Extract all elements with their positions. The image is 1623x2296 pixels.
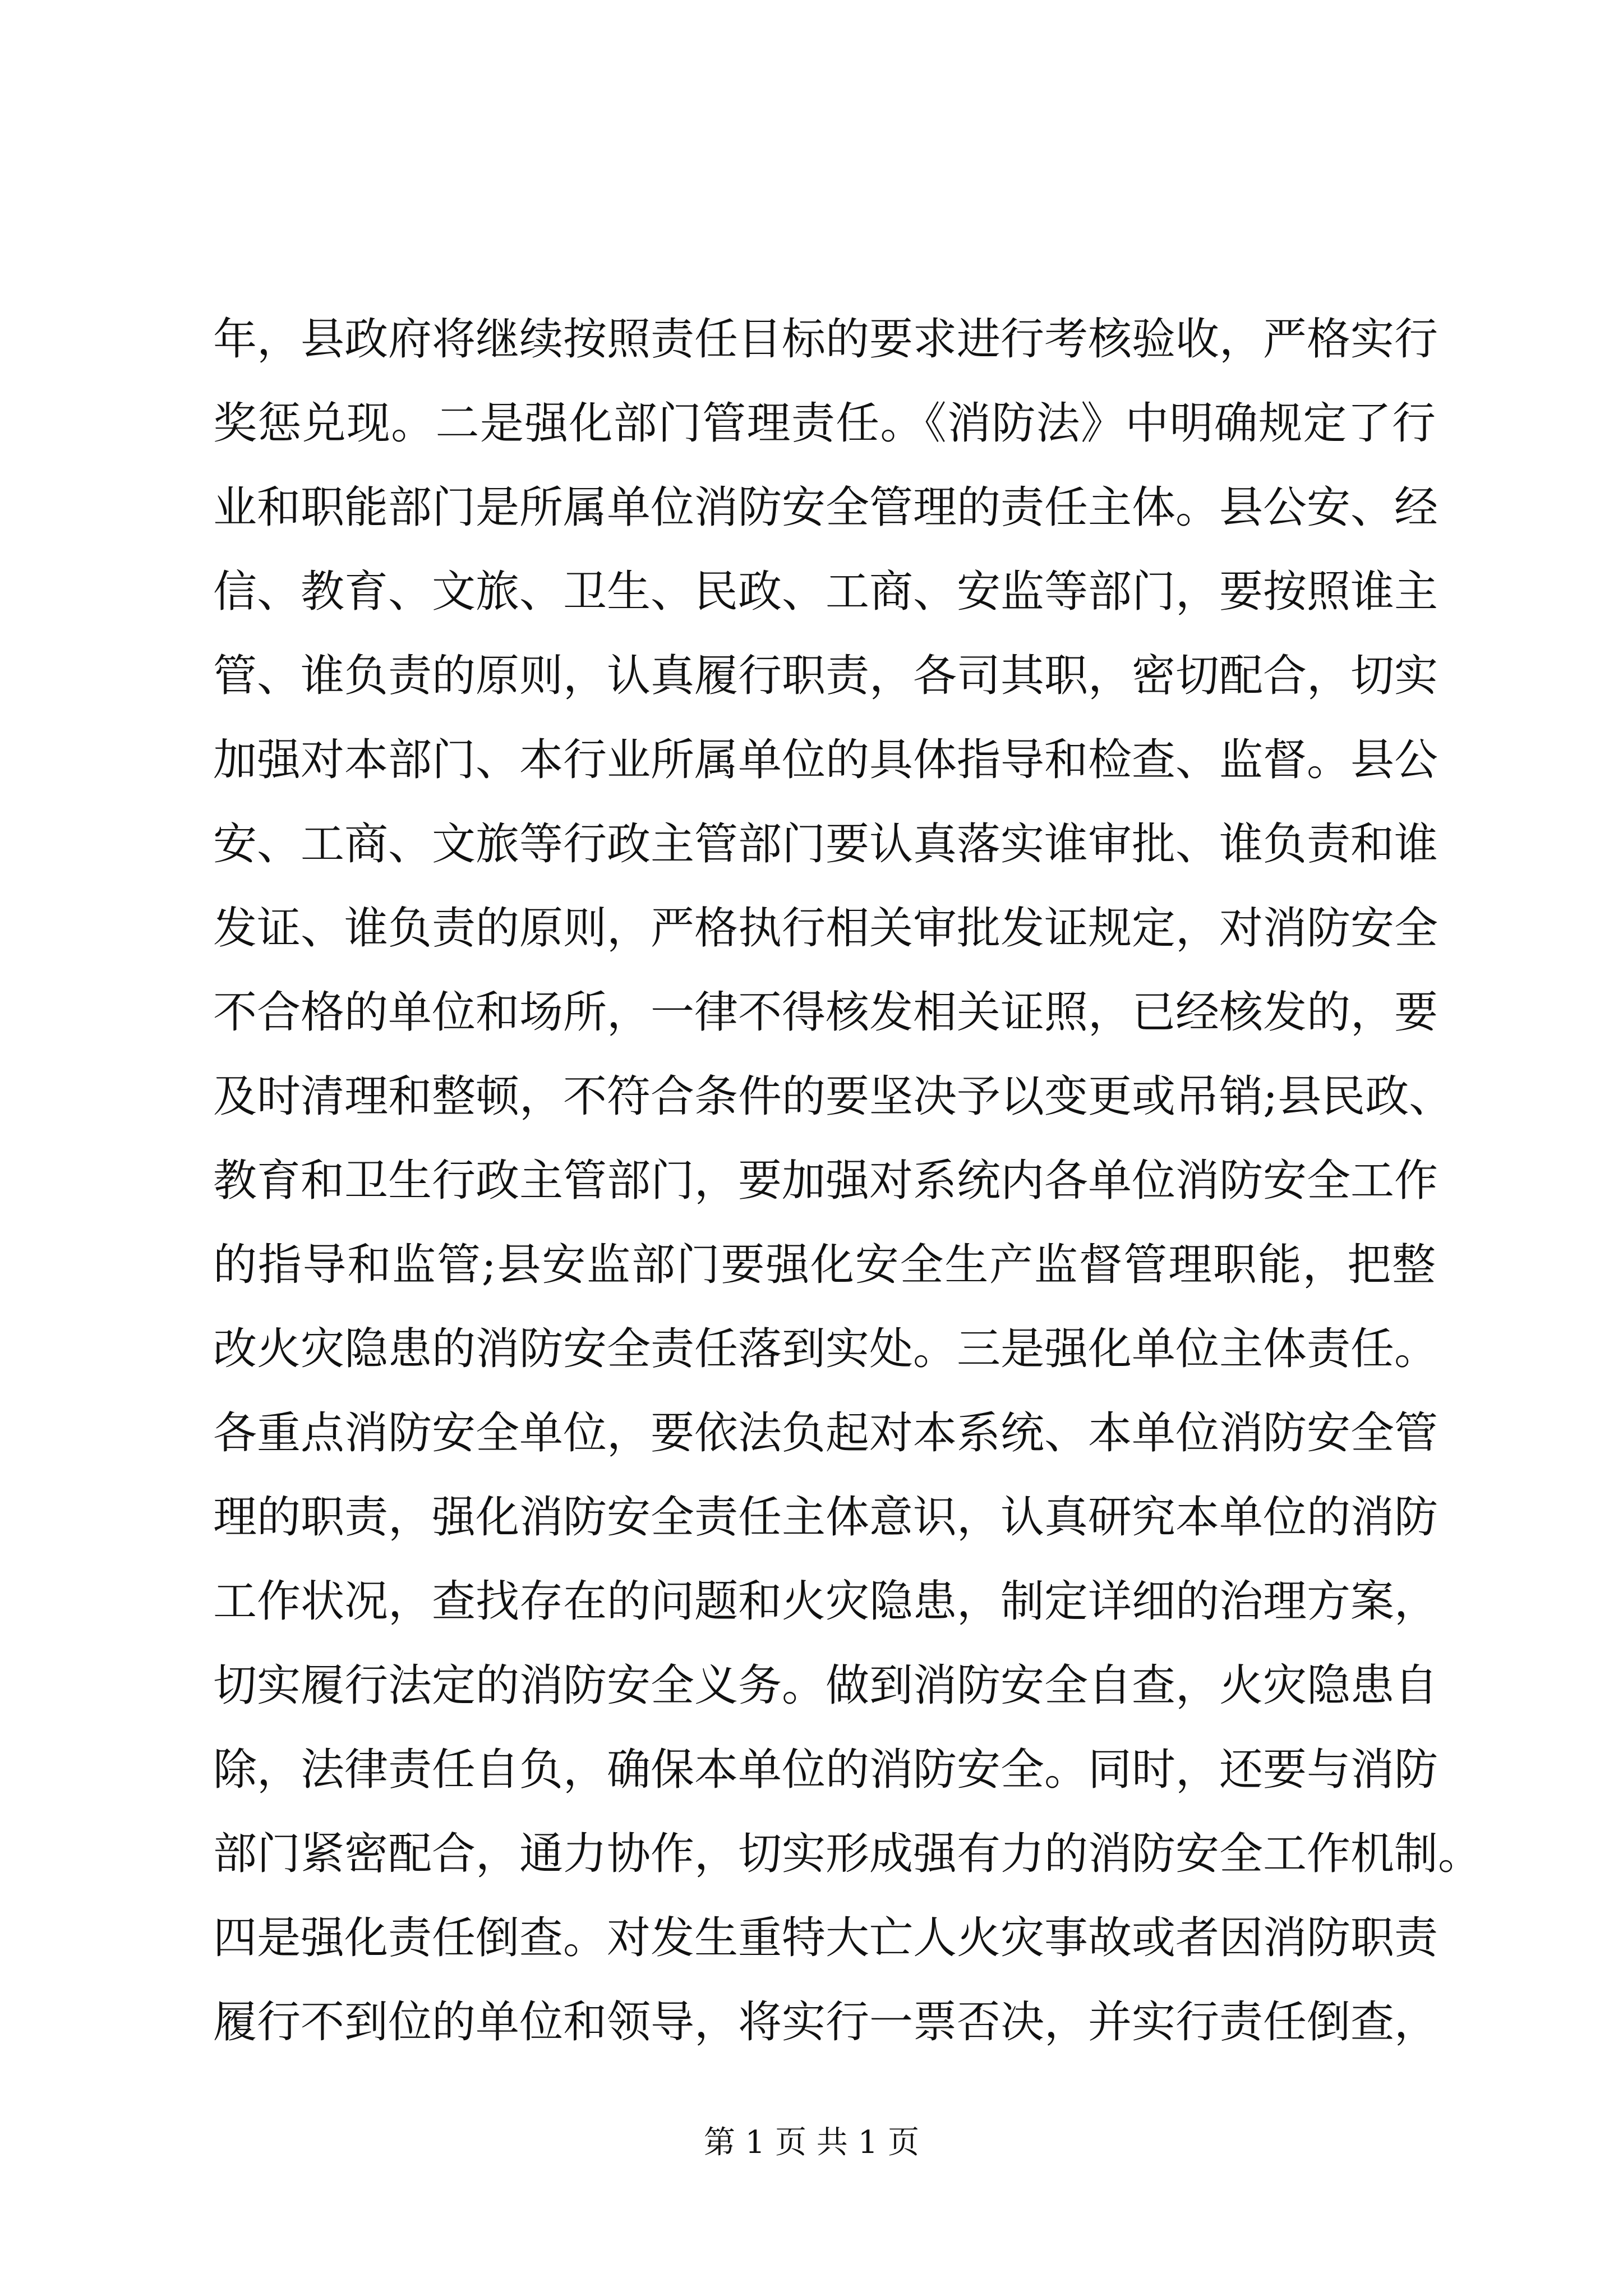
text-line: 教育和卫生行政主管部门，要加强对系统内各单位消防安全工作: [213, 1156, 1438, 1206]
page-footer: [0, 2120, 1623, 2165]
text-line: 业和职能部门是所属单位消防安全管理的责任主体。县公安、经: [213, 482, 1438, 533]
text-line: 年，县政府将继续按照责任目标的要求进行考核验收，严格实行: [213, 314, 1438, 365]
text-line: 理的职责，强化消防安全责任主体意识，认真研究本单位的消防: [213, 1492, 1438, 1543]
text-line: 安、工商、文旅等行政主管部门要认真落实谁审批、谁负责和谁: [213, 819, 1438, 869]
text-line: 四是强化责任倒查。对发生重特大亡人火灾事故或者因消防职责: [213, 1913, 1438, 1963]
text-line: 工作状况，查找存在的问题和火灾隐患，制定详细的治理方案，: [213, 1576, 1438, 1627]
text-line: 各重点消防安全单位，要依法负起对本系统、本单位消防安全管: [213, 1408, 1438, 1458]
page-number-label: 第 1 页 共 1 页: [703, 2124, 920, 2161]
text-line: 及时清理和整顿，不符合条件的要坚决予以变更或吊销;县民政、: [213, 1071, 1453, 1122]
text-line: 切实履行法定的消防安全义务。做到消防安全自查，火灾隐患自: [213, 1660, 1438, 1711]
text-line: 部门紧密配合，通力协作，切实形成强有力的消防安全工作机制。: [213, 1829, 1482, 1879]
text-line: 的指导和监管;县安监部门要强化安全生产监督管理职能，把整: [213, 1240, 1436, 1290]
text-line: 奖惩兑现。二是强化部门管理责任。《消防法》中明确规定了行: [213, 398, 1436, 449]
text-line: 履行不到位的单位和领导，将实行一票否决，并实行责任倒查，: [213, 1997, 1438, 2047]
text-line: 发证、谁负责的原则，严格执行相关审批发证规定，对消防安全: [213, 903, 1438, 954]
text-line: 改火灾隐患的消防安全责任落到实处。三是强化单位主体责任。: [213, 1324, 1438, 1374]
text-line: 信、教育、文旅、卫生、民政、工商、安监等部门，要按照谁主: [213, 567, 1438, 617]
text-line: 加强对本部门、本行业所属单位的具体指导和检查、监督。县公: [213, 735, 1438, 785]
text-line: 除，法律责任自负，确保本单位的消防安全。同时，还要与消防: [213, 1745, 1438, 1795]
text-line: 管、谁负责的原则，认真履行职责，各司其职，密切配合，切实: [213, 651, 1438, 701]
text-line: 不合格的单位和场所，一律不得核发相关证照，已经核发的，要: [213, 987, 1438, 1038]
body-paragraph: [213, 297, 1482, 2064]
